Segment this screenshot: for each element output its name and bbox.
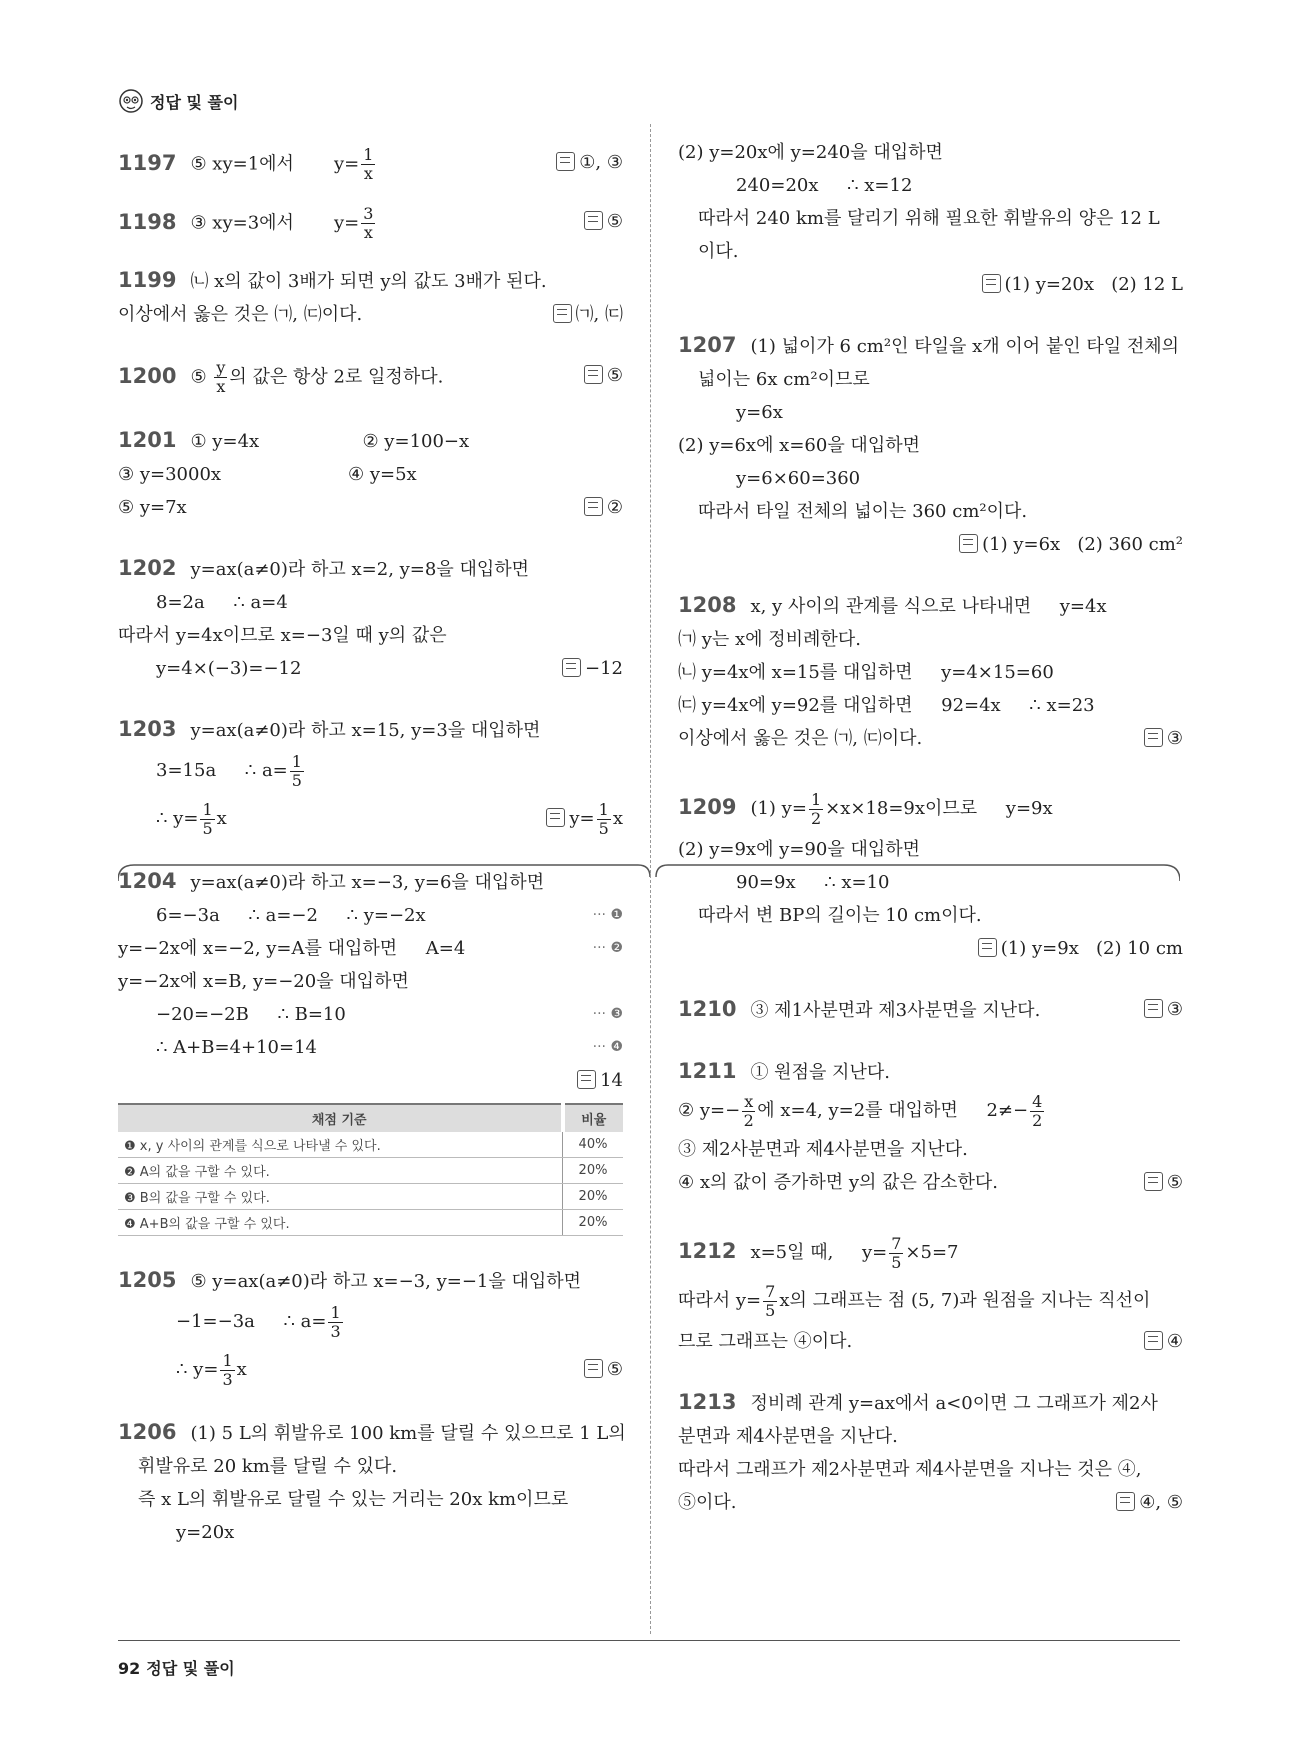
table-row: ❹ A+B의 값을 구할 수 있다. 20% xyxy=(118,1210,623,1236)
problem-1213: 1213 정비례 관계 y=ax에서 a<0이면 그 그래프가 제2사 분면과 제4사분면을 지난다. 따라서 그래프가 제2사분면과 제4사분면을 지나는 것은 ④, ⑤이다. ④, ⑤ xyxy=(678,1386,1183,1519)
answer-icon xyxy=(556,152,575,171)
problem-1202: 1202 y=ax(a≠0)라 하고 x=2, y=8을 대입하면 8=2a ∴ a=4 따라서 y=4x이므로 x=−3일 때 y의 값은 y=4×(−3)=−12 −12 xyxy=(118,552,623,685)
table-row: ❶ x, y 사이의 관계를 식으로 나타낼 수 있다. 40% xyxy=(118,1132,623,1158)
table-row: ❸ B의 값을 구할 수 있다. 20% xyxy=(118,1184,623,1210)
problem-1206: 1206 (1) 5 L의 휘발유로 100 km를 달릴 수 있으므로 1 L의 휘발유로 20 km를 달릴 수 있다. 즉 x L의 휘발유로 달릴 수 있는 거리는 20x km이므로 y=20x xyxy=(118,1420,626,1543)
problem-1203: 1203 y=ax(a≠0)라 하고 x=15, y=3을 대입하면 3=15a ∴ a= $\frac{1}{5}$ ∴ y= $\frac{1}{5}$ x y= $\frac{1}{5}$ x xyxy=(118,713,623,843)
answer: y= $\frac{1}{5}$ x xyxy=(546,795,623,843)
answer-icon xyxy=(584,1359,603,1378)
fraction: $\frac{1}{3}$ xyxy=(222,1350,233,1389)
answer: ⑤ xyxy=(584,359,623,392)
fraction: $\frac{1}{5}$ xyxy=(291,751,302,790)
answer: 14 xyxy=(577,1070,623,1091)
fraction: $\frac{4}{2}$ xyxy=(1032,1091,1043,1130)
problem-1199: 1199 ㈁ x의 값이 3배가 되면 y의 값도 3배가 된다. 이상에서 옳은 것은 ㈀, ㈂이다. ㈀, ㈂ xyxy=(118,264,623,331)
answer-icon xyxy=(577,1070,596,1089)
fraction: $\frac{1}{2}$ xyxy=(810,789,822,828)
answer-icon xyxy=(553,304,572,323)
column-divider xyxy=(650,124,651,1634)
answer: (1) y=20x (2) 12 L xyxy=(982,274,1184,295)
answer-icon xyxy=(1144,1172,1163,1191)
footer-rule xyxy=(118,1640,1180,1641)
answer: ⑤ xyxy=(584,1346,623,1394)
problem-1206-continued: (2) y=20x에 y=240을 대입하면 240=20x ∴ x=12 따라서 240 km를 달리기 위해 필요한 휘발유의 양은 12 L 이다. (1) y=20x (2) 12 L xyxy=(678,142,1183,295)
answer: ⑤ xyxy=(584,205,623,238)
answer-icon xyxy=(978,938,997,957)
answer-icon xyxy=(982,274,1001,293)
answer: ⑤ xyxy=(1144,1166,1183,1199)
problem-1205: 1205 ⑤ y=ax(a≠0)라 하고 x=−3, y=−1을 대입하면 −1=−3a ∴ a= $\frac{1}{3}$ ∴ y= $\frac{1}{3}$ x ⑤ xyxy=(118,1264,623,1394)
header-title: 정답 및 풀이 xyxy=(150,92,239,112)
answer: ㈀, ㈂ xyxy=(553,298,623,331)
answer-icon xyxy=(584,211,603,230)
answer: ④ xyxy=(1144,1325,1183,1358)
problem-1198: 1198 ③ xy=3에서 y= $\frac{3}{x}$ ⑤ xyxy=(118,204,623,242)
table-row: ❷ A의 값을 구할 수 있다. 20% xyxy=(118,1158,623,1184)
page-number: 92 xyxy=(118,1659,141,1678)
fraction: $\frac{1}{x}$ xyxy=(363,145,374,183)
answer-icon xyxy=(584,497,603,516)
step-marker: ··· ❶ xyxy=(592,907,623,923)
fraction: $\frac{7}{5}$ xyxy=(765,1281,776,1320)
answer-icon xyxy=(959,534,978,553)
problem-1210: 1210 ③ 제1사분면과 제3사분면을 지난다. ③ xyxy=(678,993,1183,1027)
answer: (1) y=9x (2) 10 cm xyxy=(978,938,1183,959)
answer: ③ xyxy=(1144,722,1183,755)
problem-1207: 1207 (1) 넓이가 6 cm²인 타일을 x개 이어 붙인 타일 전체의 넓이는 6x cm²이므로 y=6x (2) y=6x에 x=60을 대입하면 y=6×60=360 따라서 타일 전체의 넓이는 360 cm²이다. (1) y=6x (2) 360 cm² xyxy=(678,333,1183,555)
page-header xyxy=(118,86,238,116)
step-marker: ··· ❸ xyxy=(592,1006,623,1022)
problem-1212: 1212 x=5일 때, y= $\frac{7}{5}$ ×5=7 따라서 y= $\frac{7}{5}$ x의 그래프는 점 (5, 7)과 원점을 지나는 직선이 므로 그래프는 ④이다. ④ xyxy=(678,1227,1183,1358)
right-column xyxy=(678,136,1183,1519)
fraction: $\frac{y}{x}$ xyxy=(216,358,226,396)
answer-icon xyxy=(1144,728,1163,747)
step-marker: ··· ❹ xyxy=(592,1039,623,1055)
answer: (1) y=6x (2) 360 cm² xyxy=(959,534,1183,555)
fraction: $\frac{1}{3}$ xyxy=(330,1302,341,1341)
page-footer xyxy=(118,1656,235,1679)
fraction: $\frac{7}{5}$ xyxy=(891,1233,902,1272)
problem-1209: 1209 (1) y= $\frac{1}{2}$ ×x×18=9x이므로 y=9x (2) y=9x에 y=90을 대입하면 90=9x ∴ x=10 따라서 변 BP의 길이는 10 cm이다. (1) y=9x (2) 10 cm xyxy=(678,789,1183,959)
problem-1197: 1197 ⑤ xy=1에서 y= $\frac{1}{x}$ ①, ③ xyxy=(118,145,623,183)
problem-1200: 1200 ⑤ $\frac{y}{x}$ 의 값은 항상 2로 일정하다. ⑤ xyxy=(118,358,623,396)
answer: ④, ⑤ xyxy=(1116,1486,1183,1519)
answer-icon xyxy=(562,658,581,677)
answer-icon xyxy=(1144,999,1163,1018)
mascot-icon xyxy=(118,88,144,114)
answer: −12 xyxy=(562,652,623,685)
problem-1201: 1201 ① y=4x ② y=100−x ③ y=3000x ④ y=5x ⑤ y=7x ② xyxy=(118,424,623,524)
answer: ② xyxy=(584,491,623,524)
problem-1208: 1208 x, y 사이의 관계를 식으로 나타내면 y=4x ㈀ y는 x에 정비례한다. ㈁ y=4x에 x=15를 대입하면 y=4×15=60 ㈂ y=4x에 y=92를 대입하면 92=4x ∴ x=23 이상에서 옳은 것은 ㈀, ㈂이다. ③ xyxy=(678,589,1183,755)
answer: ③ xyxy=(1144,993,1183,1026)
answer-icon xyxy=(1116,1492,1135,1511)
fraction: $\frac{3}{x}$ xyxy=(363,204,374,242)
answer-icon xyxy=(1144,1331,1163,1350)
answer-icon xyxy=(546,808,565,827)
left-column xyxy=(118,145,626,1549)
fraction: $\frac{1}{5}$ xyxy=(202,799,213,838)
step-marker: ··· ❷ xyxy=(592,940,623,956)
problem-1204: 1204 y=ax(a≠0)라 하고 x=−3, y=6을 대입하면 6=−3a ∴ a=−2 ∴ y=−2x ··· ❶ y=−2x에 x=−2, y=A를 대입하면 A=4 ··· ❷ y=−2x에 x=B, y=−20을 대입하면 −20=−2B ∴ B=10 ··· ❸ ∴ A+B=4+10=14 ··· ❹ 14 xyxy=(118,869,623,1091)
answer: ①, ③ xyxy=(556,146,623,179)
answer-icon xyxy=(584,365,603,384)
scoring-table: 채점 기준 비율 ❶ x, y 사이의 관계를 식으로 나타낼 수 있다. 40% ❷ A의 값을 구할 수 있다. 20% ❸ B의 값을 구할 수 있다. 20% ❹ A+B의 값을 구할 수 있다. 20% xyxy=(118,1103,623,1236)
problem-1211: 1211 ① 원점을 지난다. ② y=− $\frac{x}{2}$ 에 x=4, y=2를 대입하면 2≠− $\frac{4}{2}$ ③ 제2사분면과 제4사분면을 지난다. ④ x의 값이 증가하면 y의 값은 감소한다. ⑤ xyxy=(678,1055,1183,1199)
fraction: $\frac{x}{2}$ xyxy=(743,1091,754,1130)
footer-title: 정답 및 풀이 xyxy=(146,1659,235,1678)
